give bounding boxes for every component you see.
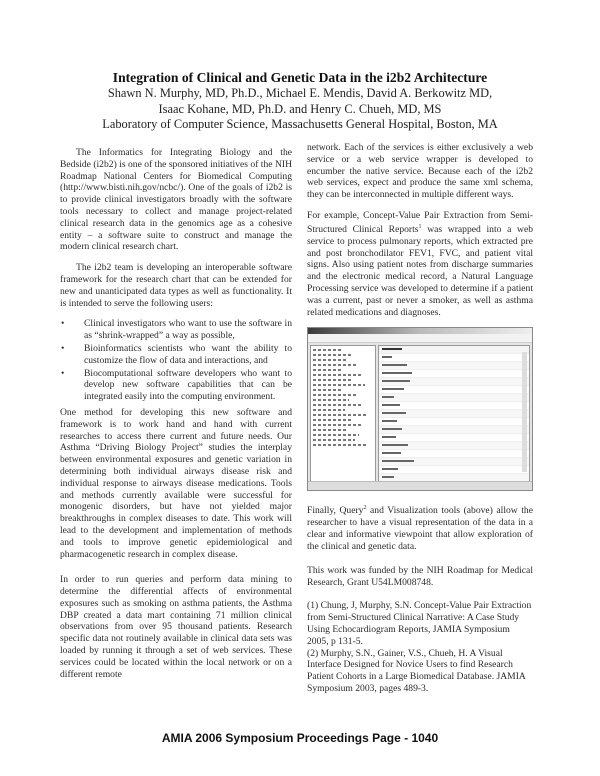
paragraph-method: One method for developing this new software and framework is to work hand and hand with current researches to access there current and future needs. Our Asthma “Driving Biology Project” studies the interplay between environmental exposures and genetic variation in determining both individual airways disease risk and individual response to airways disease medications. Tools and methods currently available were successful for monogenic disorders, but have not yielded major breakthroughs in complex diseases to date. This work will lead to the development and implementation of methods and tools to improve genetic epidemiological and pharmacogenetic research in complex disease. <box>60 406 292 560</box>
authors-line-1: Shawn N. Murphy, MD, Ph.D., Michael E. Mendis, David A. Berkowitz MD, <box>107 86 493 100</box>
figure-tree-panel <box>310 345 376 482</box>
list-item: • Biocomputational software developers who want to develop new software capabilities that can be integrated easily into the computing environment. <box>61 367 292 403</box>
left-column <box>60 147 292 689</box>
citation-1: 1 <box>418 223 422 230</box>
figure-window-menubar <box>308 334 532 343</box>
figure-statusbar <box>308 481 532 490</box>
authors-line-2: Isaac Kohane, MD, Ph.D. and Henry C. Chueh, MD, MS <box>158 101 442 116</box>
paragraph-finally: Finally, Query$^2$ and Visualization tools (above) allow the researcher to have a visual representation of the data in a clear and informative viewpoint that allow exploration of the clinical and genetic data. <box>307 505 533 552</box>
paragraph-intro: The Informatics for Integrating Biology and the Bedside (i2b2) is one of the sponsored initiatives of the NIH Roadmap National Centers for Biomedical Computing (http://www.bisti.nih.gov/ncbc/). One of the goals of i2b2 is to provide clinical investigators broadly with the software tools necessary to collect and manage project-related clinical research data in the genomics age as a cohesive entity – a software suite to construct and manage the modern clinical research chart. <box>60 147 292 253</box>
paragraph-example: For example, Concept-Value Pair Extraction from Semi-Structured Clinical Reports$^1$ was wrapped into a web service to process pulmonary reports, which extracted pre and post bronchodilator FEV1, FVC, and patient vital signs. Also using patient notes from discharge summaries and the electronic medical record, a Natural Language Processing service was developed to determine if a patient was a current, past or never a smoker, as well as asthma related medications and diagnoses. <box>307 209 534 318</box>
author-block <box>0 86 600 133</box>
citation-2: 2 <box>363 505 367 512</box>
page-footer: AMIA 2006 Symposium Proceedings Page - 1040 <box>161 731 439 745</box>
affiliation: Laboratory of Computer Science, Massachusetts General Hospital, Boston, MA <box>102 117 498 131</box>
figure-data-panel <box>378 345 530 482</box>
bullet-icon: • <box>61 318 65 330</box>
list-item: • Clinical investigators who want to use the software in as “shrink-wrapped” a way as possible, <box>61 318 292 342</box>
paragraph-queries: In order to run queries and perform data mining to determine the differential affects of environmental exposures such as smoking on asthma patients, the Asthma DBP created a data mart containing 71 million clinical observations from over 95 thousand patients. Research specific data not routinely available in clinical data sets was loaded by running it through a set of web services. These services could be located within the local network or on a different remote <box>60 574 292 680</box>
right-column <box>307 142 533 695</box>
references <box>307 600 533 694</box>
reference-1: (1) Chung, J, Murphy, S.N. Concept-Value Pair Extraction from Semi-Structured Clinical Narrative: A Case Study Using Echocardiogram Reports, JAMIA Symposium 2005, p 131-5. <box>307 600 532 647</box>
paragraph-funding: This work was funded by the NIH Roadmap for Medical Research, Grant U54LM008748. <box>307 564 533 588</box>
paper-title: Integration of Clinical and Genetic Data in the i2b2 Architecture <box>112 70 488 85</box>
reference-2: (2) Murphy, S.N., Gainer, V.S., Chueh, H. A Visual Interface Designed for Novice Users to find Research Patient Cohorts in a Large Biomedical Database. JAMIA Symposium 2003, pages 489-3. <box>307 647 526 694</box>
figure-scrollbar <box>522 352 527 472</box>
figure-screenshot <box>307 327 533 491</box>
bullet-icon: • <box>61 367 65 379</box>
user-list <box>60 318 292 403</box>
list-item: • Bioinformatics scientists who want the ability to customize the flow of data and interactions, and <box>61 342 292 366</box>
paragraph-team: The i2b2 team is developing an interoperable software framework for the research chart that can be extended for new and unanticipated data types as well as functionality. It is intended to serve the following users: <box>60 262 292 309</box>
paragraph-network: network. Each of the services is either exclusively a web service or a web service wrapper is developed to encumber the native service. Because each of the i2b2 web services, expect and produce the same xml schema, they can be interconnected in multiple different ways. <box>307 142 533 201</box>
bullet-icon: • <box>61 342 65 354</box>
